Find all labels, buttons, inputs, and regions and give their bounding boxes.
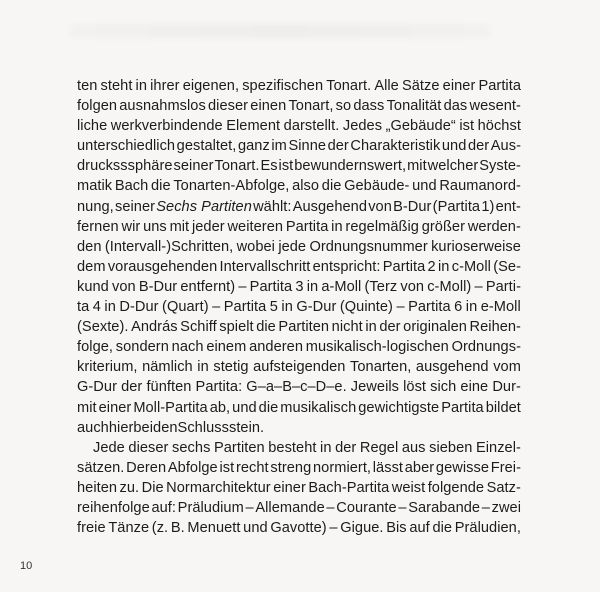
text-line: ten steht in ihrer eigenen, spezifischen Tonart. Alle Sätze einer Partita: [77, 78, 521, 94]
text-line: folge, sondern nach einem anderen musikalisch-logischen Ordnungs-: [77, 339, 521, 356]
text-line: heiten zu. Die Normarchitektur einer Bach-Partita weist folgende Satz-: [77, 479, 521, 496]
paragraph-1: [77, 76, 521, 438]
paragraph-2: [77, 438, 521, 538]
text-line: reihenfolge auf: Präludium – Allemande – Courante – Sarabande – zwei: [77, 499, 521, 516]
text-line: folgen ausnahmslos dieser einen Tonart, so dass Tonalität das wesent-: [77, 98, 521, 115]
text-line: nung, seiner Sechs Partiten wählt: Ausgehend von B-Dur (Partita 1) ent-: [77, 198, 521, 215]
page-number: 10: [20, 560, 33, 572]
text-line: liche werkverbindende Element darstellt. Jedes „Gebäude“ ist höchst: [77, 118, 521, 135]
text-line: sätzen. Deren Abfolge ist recht streng normiert, lässt aber gewisse Frei-: [77, 459, 521, 476]
work-title: Sechs Partiten: [156, 198, 252, 215]
text-line: mit einer Moll-Partita ab, und die musikalisch gewichtigste Partita bildet: [77, 399, 521, 416]
text-line: dem vorausgehenden Intervallschritt entspricht: Partita 2 in c-Moll (Se-: [77, 258, 521, 275]
text-line: kriterium, nämlich in stetig aufsteigenden Tonarten, ausgehend vom: [77, 359, 521, 376]
show-through-text: [70, 24, 490, 38]
text-line: G-Dur der fünften Partita: G–a–B–c–D–e. Jeweils löst sich eine Dur-: [77, 379, 521, 396]
text-line: unterschiedlich gestaltet, ganz im Sinne der Charakteristik und der Aus-: [77, 138, 521, 155]
text-line: kund von B-Dur entfernt) – Partita 3 in a-Moll (Terz von c-Moll) – Parti-: [77, 278, 521, 295]
text-line: auch hierbei den Schlussstein.: [77, 419, 265, 436]
text-line: matik Bach die Tonarten-Abfolge, also die Gebäude- und Raumanord-: [77, 178, 521, 195]
text-line: ta 4 in D-Dur (Quart) – Partita 5 in G-Dur (Quinte) – Partita 6 in e-Moll: [77, 299, 521, 316]
text-line: freie Tänze (z. B. Menuett und Gavotte) – Gigue. Bis auf die Präludien,: [77, 520, 521, 537]
text-line: drucksssphäre seiner Tonart. Es ist bewundernswert, mit welcher Syste-: [77, 158, 521, 175]
text-line: den (Intervall-)Schritten, wobei jede Ordnungsnummer kurioserweise: [77, 238, 521, 255]
text-line: Jede dieser sechs Partiten besteht in der Regel aus sieben Einzel-: [93, 439, 521, 456]
body-text: [77, 76, 521, 538]
text-line: fernen wir uns mit jeder weiteren Partita in regelmäßig größer werden-: [77, 218, 521, 235]
text-line: (Sexte). András Schiff spielt die Partiten nicht in der originalen Reihen-: [77, 319, 521, 336]
